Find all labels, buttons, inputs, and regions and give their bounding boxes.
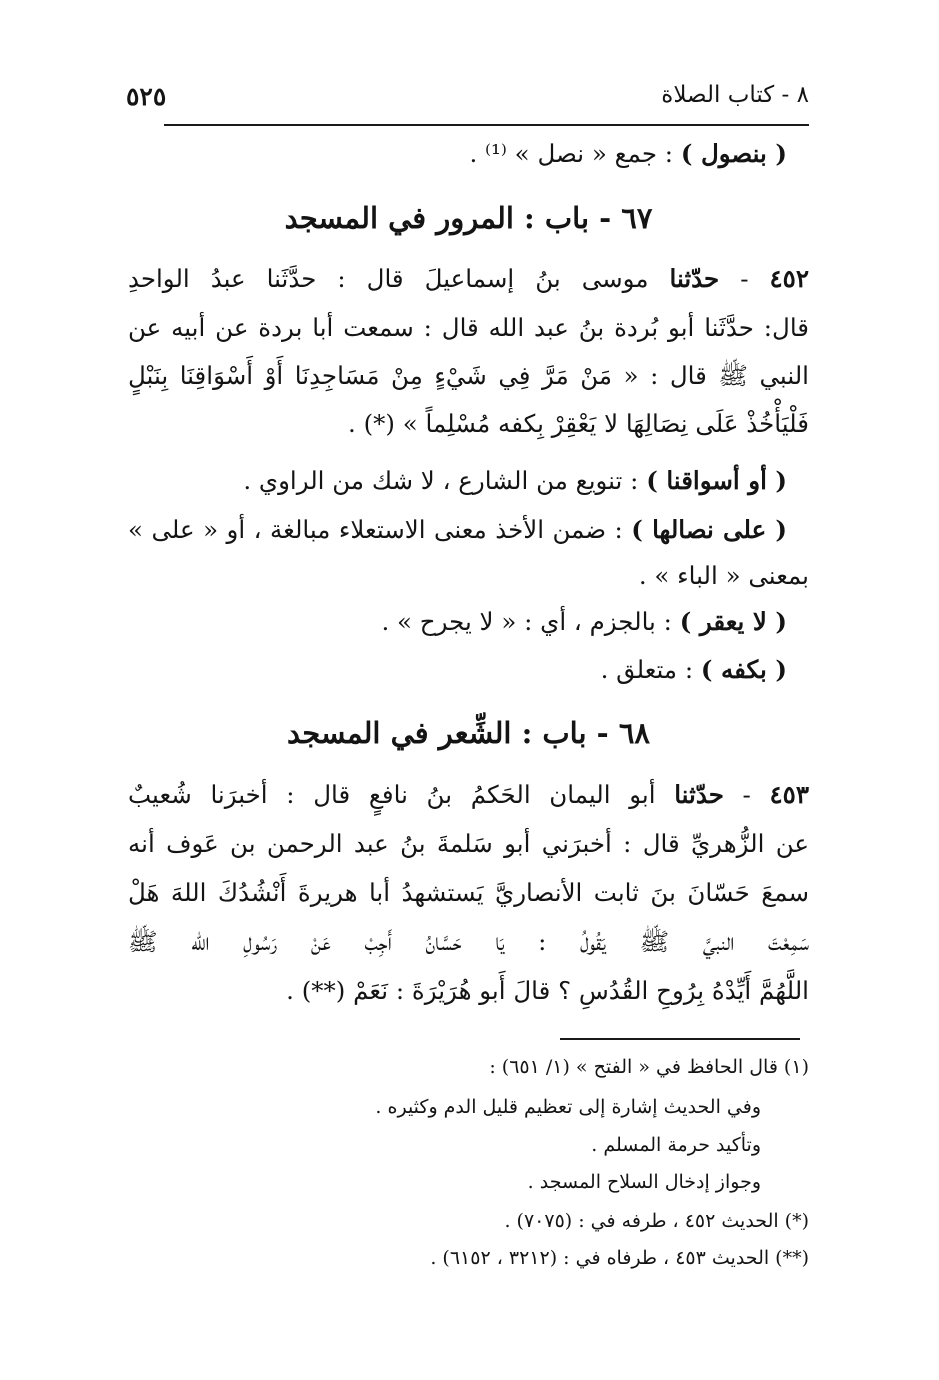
footnote-1-item: وتأكيد حرمة المسلم .	[591, 1134, 761, 1156]
footnote-1-item: وفي الحديث إشارة إلى تعظيم قليل الدم وكثيره .	[375, 1096, 761, 1118]
footnote-1-item: وجواز إدخال السلاح المسجد .	[527, 1171, 761, 1193]
hadith-452-line-2: قال: حدَّثَنا أبو بُردة بنُ عبد الله قال : سمعت أبا بردة عن أبيه عن	[128, 313, 809, 342]
section-heading-67: ٦٧ - باب : المرور في المسجد	[284, 201, 653, 235]
hadith-453-line-5: اللَّهُمَّ أَيِّدْهُ بِرُوحِ القُدُسِ ؟ قالَ أَبو هُرَيْرَةَ : نَعَمْ (**) .	[286, 976, 809, 1005]
top-note: ( بنصول ) : جمع « نصل » ⁽¹⁾ .	[469, 139, 787, 168]
section-heading-68: ٦٨ - باب : الشِّعر في المسجد	[287, 716, 650, 750]
hadith-453-line-4: سَمِعْتَ النبيَّ ﷺ يَقُولُ : يَا حَسَّانُ أَجِبْ عَنْ رَسُولِ الله ﷺ	[128, 927, 809, 956]
footnote-1: (١) قال الحافظ في « الفتح » (١/ ٦٥١) :	[489, 1056, 809, 1078]
gloss-ala-nisaliha-cont: بمعنى « الباء » .	[638, 561, 809, 590]
hadith-453-line-2: عن الزُّهريِّ قال : أخبرَني أبو سَلمةَ بنُ عبد الرحمن بن عَوف أنه	[128, 829, 809, 858]
gloss-bikaffihi: ( بكفه ) : متعلق .	[600, 655, 787, 684]
hadith-453-line-3: سمعَ حَسّانَ بنَ ثابت الأنصاريَّ يَستشهدُ أبا هريرةَ أَنْشُدُكَ اللهَ هَلْ	[128, 878, 809, 907]
running-header	[126, 82, 809, 122]
gloss-ala-nisaliha: ( على نصالها ) : ضمن الأخذ معنى الاستعلاء مبالغة ، أو « على »	[128, 515, 787, 544]
chapter-title: ٨ - كتاب الصلاة	[661, 82, 809, 108]
hadith-452-line-4: فَلْيَأْخُذْ عَلَى نِصَالِهَا لا يَعْقِرْ بِكفه مُسْلِماً » (*) .	[348, 409, 809, 438]
gloss-aw-aswaqina: ( أو أسواقنا ) : تنويع من الشارع ، لا شك من الراوي .	[243, 466, 787, 495]
gloss-la-yaqir: ( لا يعقر ) : بالجزم ، أي : « لا يجرح » .	[381, 607, 787, 636]
footnote-double-star: (**) الحديث ٤٥٣ ، طرفاه في : (٣٢١٢ ، ٦١٥٢) .	[430, 1247, 809, 1269]
page-number: ٥٢٥	[126, 82, 167, 111]
header-rule	[164, 124, 809, 126]
hadith-452-line-3: النبي ﷺ قال : « مَنْ مَرَّ فِي شَيْءٍ مِنْ مَسَاجِدِنَا أَوْ أَسْوَاقِنَا بِنَبْلٍ	[128, 361, 809, 390]
footnote-rule	[560, 1038, 800, 1040]
footnote-star: (*) الحديث ٤٥٢ ، طرفه في : (٧٠٧٥) .	[504, 1210, 809, 1232]
hadith-452-line-1: ٤٥٢ - حدّثنا موسى بنُ إسماعيلَ قال : حدَّثَنا عبدُ الواحدِ	[128, 264, 809, 293]
hadith-453-line-1: ٤٥٣ - حدّثنا أبو اليمان الحَكمُ بنُ نافعٍ قال : أخبرَنا شُعيبٌ	[128, 780, 809, 809]
